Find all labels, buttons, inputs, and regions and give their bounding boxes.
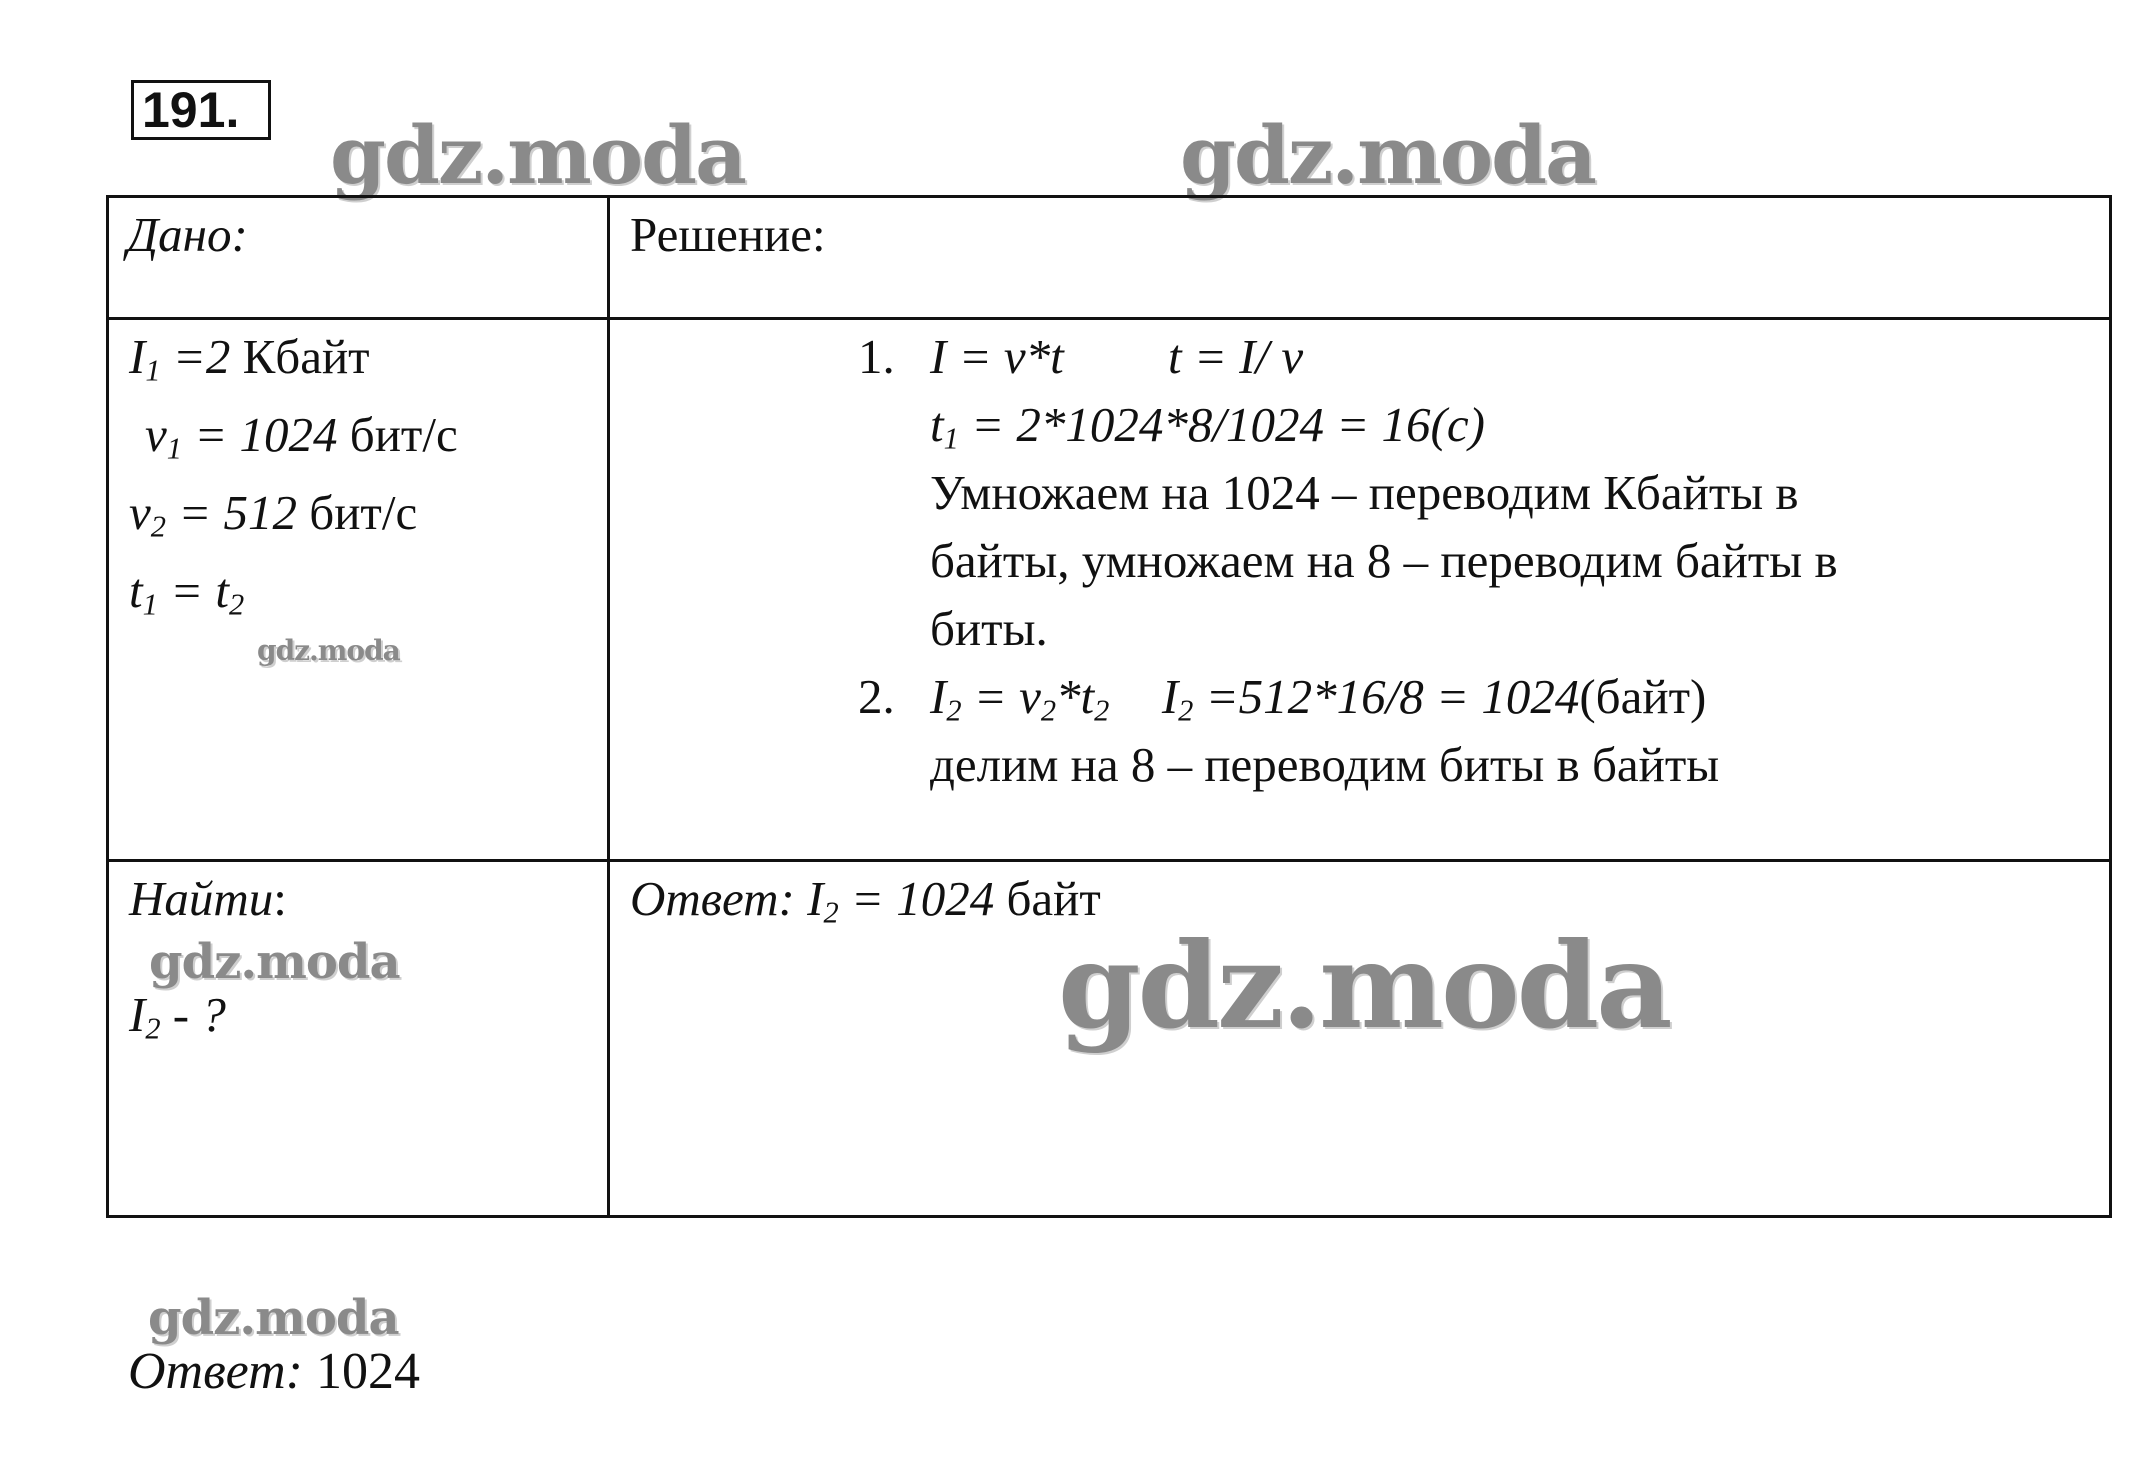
find-cell	[108, 861, 609, 1217]
find-unknown: $I_2$ - ?	[129, 987, 226, 1046]
given-line-1: $I_1 =2$ Кбайт	[129, 329, 370, 388]
answer-line: Ответ: $I_2 = 1024$ байт	[630, 871, 1101, 930]
step-1-explanation-2: байты, умножаем на 8 – переводим байты в	[930, 533, 1838, 588]
find-header: Найти:	[129, 871, 287, 926]
given-header: Дано:	[127, 207, 248, 262]
step-1-formula: I = v*t	[930, 329, 1064, 384]
watermark: gdz.moda	[1058, 916, 1670, 1055]
watermark: gdz.moda	[330, 108, 745, 202]
step-2-number: 2.	[858, 669, 895, 724]
step-1-explanation-1: Умножаем на 1024 – переводим Кбайты в	[930, 465, 1799, 520]
watermark: gdz.moda	[1180, 108, 1595, 202]
step-2-explanation: делим на 8 – переводим биты в байты	[930, 737, 1720, 792]
watermark: gdz.moda	[148, 1290, 399, 1346]
given-cell	[108, 319, 609, 861]
watermark: gdz.moda	[257, 634, 400, 667]
step-1-calculation: $t_1 = 2*1024*8/1024 = 16(с)$	[930, 397, 1485, 456]
problem-number: 191.	[142, 82, 240, 138]
answer-cell	[609, 861, 2111, 1217]
step-2-formula: $I_2 = v_2*t_2$ $I_2 =512*16/8$ = 1024(байт)	[930, 669, 1707, 728]
task-table	[106, 195, 2112, 1218]
final-answer: Ответ: 1024	[128, 1343, 420, 1400]
solution-header: Решение:	[630, 207, 826, 262]
solution-header-cell	[609, 197, 2111, 319]
given-header-cell	[108, 197, 609, 319]
step-1-formula-2: t = I/ v	[1168, 329, 1304, 384]
given-line-3: $v_2 = 512$ бит/с	[129, 485, 418, 544]
step-1-number: 1.	[858, 329, 895, 384]
given-line-4: $t_1 = t_2$	[129, 563, 245, 622]
watermark: gdz.moda	[149, 934, 400, 990]
step-1-explanation-3: биты.	[930, 601, 1048, 656]
given-line-2: $v_1 = 1024$ бит/с	[145, 407, 458, 466]
solution-cell	[609, 319, 2111, 861]
